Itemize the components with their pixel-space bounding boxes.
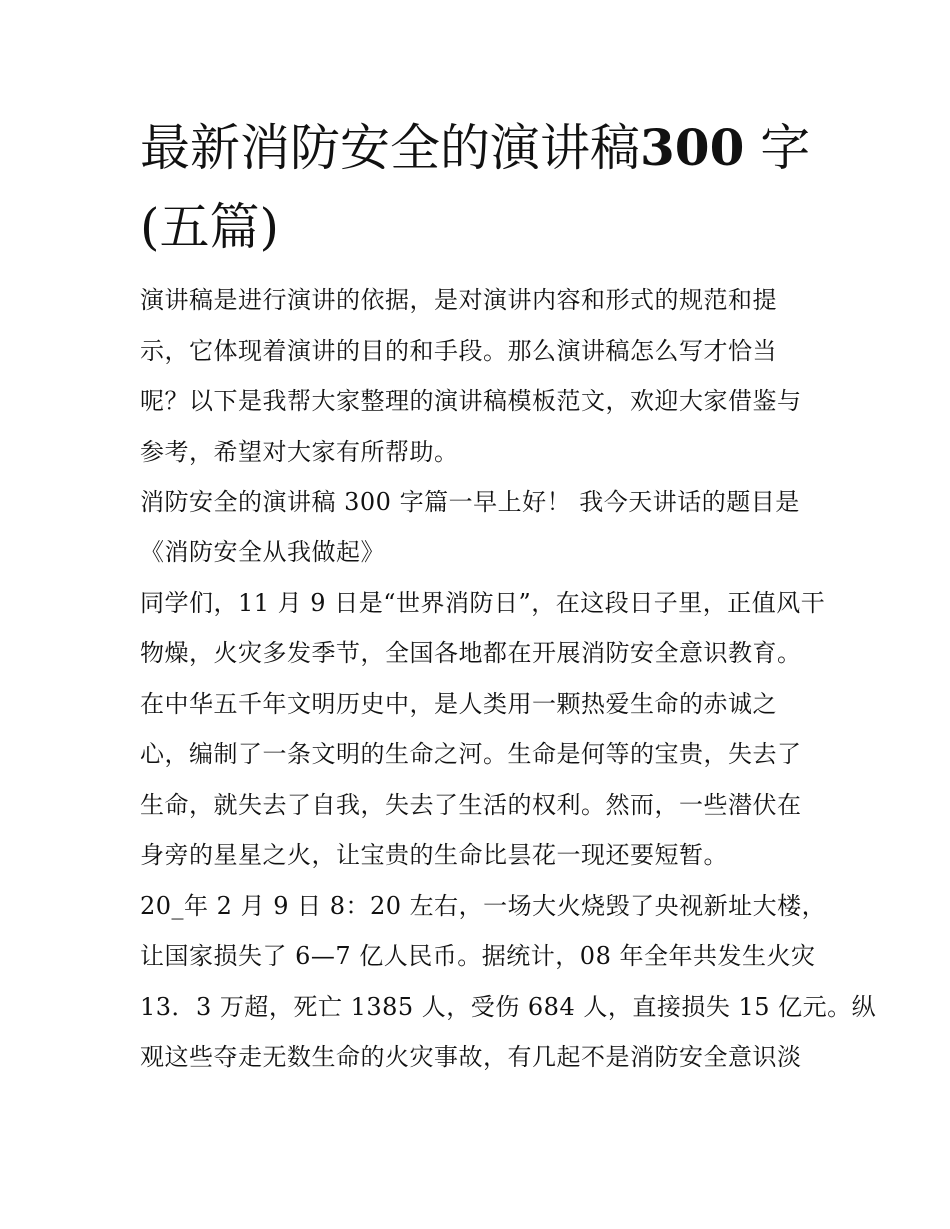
body-line: 心，编制了一条文明的生命之河。生命是何等的宝贵，失去了 bbox=[140, 740, 802, 768]
body-line: 示，它体现着演讲的目的和手段。那么演讲稿怎么写才恰当 bbox=[140, 337, 777, 365]
body-line: 《消防安全从我做起》 bbox=[140, 538, 385, 566]
body-line: 20_年 2 月 9 日 8：20 左右，一场大火烧毁了央视新址大楼， bbox=[140, 892, 827, 920]
body-line: 13．3 万超，死亡 1385 人，受伤 684 人，直接损失 15 亿元。纵 bbox=[140, 993, 877, 1021]
body-line: 消防安全的演讲稿 300 字篇一早上好！ 我今天讲话的题目是 bbox=[140, 488, 800, 516]
title-suffix: 字 bbox=[744, 119, 811, 177]
body-line: 参考，希望对大家有所帮助。 bbox=[140, 438, 459, 466]
body-line: 在中华五千年文明历史中，是人类用一颗热爱生命的赤诚之 bbox=[140, 690, 777, 718]
document-title-line-1 bbox=[140, 118, 820, 178]
body-line: 让国家损失了 6—7 亿人民币。据统计，08 年全年共发生火灾 bbox=[140, 942, 816, 970]
document-title-line-2: (五篇) bbox=[140, 198, 280, 256]
title-text: 最新消防安全的演讲稿 bbox=[140, 119, 640, 177]
body-line: 生命，就失去了自我，失去了生活的权利。然而，一些潜伏在 bbox=[140, 791, 802, 819]
body-line: 物燥，火灾多发季节，全国各地都在开展消防安全意识教育。 bbox=[140, 639, 802, 667]
body-line: 演讲稿是进行演讲的依据，是对演讲内容和形式的规范和提 bbox=[140, 286, 777, 314]
body-line: 呢？以下是我帮大家整理的演讲稿模板范文，欢迎大家借鉴与 bbox=[140, 387, 802, 415]
body-line: 同学们，11 月 9 日是“世界消防日”，在这段日子里，正值风干 bbox=[140, 589, 826, 617]
title-number: 300 bbox=[640, 118, 745, 177]
body-line: 观这些夺走无数生命的火灾事故，有几起不是消防安全意识淡 bbox=[140, 1043, 802, 1071]
body-line: 身旁的星星之火，让宝贵的生命比昙花一现还要短暂。 bbox=[140, 841, 728, 869]
